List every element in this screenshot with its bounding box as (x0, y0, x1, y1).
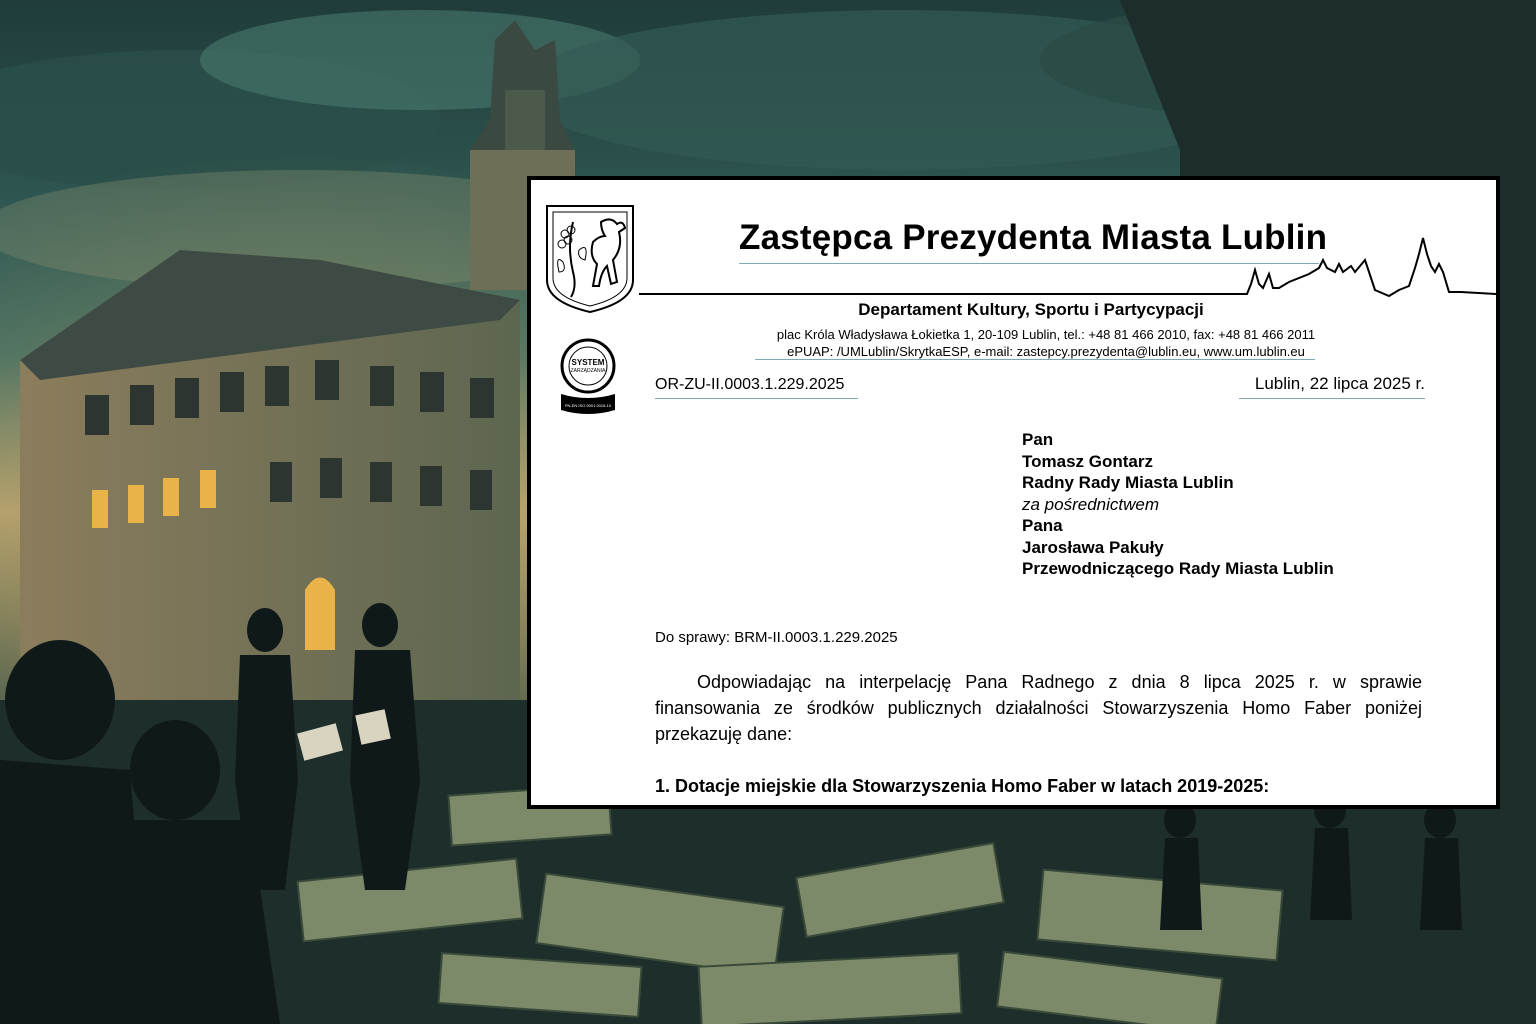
department-name: Departament Kultury, Sportu i Partycypacji (858, 300, 1204, 319)
certification-seal-icon (557, 338, 619, 416)
addressee-block (1022, 429, 1334, 580)
address-line: plac Króla Władysława Łokietka 1, 20-109 Lublin, tel.: +48 81 466 2010, fax: +48 81 466 2011 (776, 327, 1316, 342)
contact-line: ePUAP: /UMLublin/SkrytkaESP, e-mail: zastepcy.prezydenta@lublin.eu, www.um.lublin.eu (787, 344, 1305, 359)
reference-number: OR-ZU-II.0003.1.229.2025 (655, 376, 845, 393)
addressee-line: Pana (1022, 516, 1063, 535)
official-letter (527, 176, 1500, 809)
address-underline (755, 359, 1315, 360)
letter-title: Zastępca Prezydenta Miasta Lublin (739, 218, 1328, 257)
cert-line-3: PN-EN ISO 9001:2015-10 (564, 403, 612, 408)
section-heading: 1. Dotacje miejskie dla Stowarzyszenia Homo Faber w latach 2019-2025: (655, 776, 1270, 796)
addressee-line: Przewodniczącego Rady Miasta Lublin (1022, 559, 1334, 578)
date-underline (1239, 398, 1425, 399)
body-paragraph: Odpowiadając na interpelację Pana Radnego z dnia 8 lipca 2025 r. w sprawie finansowania ze środków publicznych działalności Stowarzyszenia Homo Faber poniżej przekazuję dane: (655, 672, 1422, 744)
coat-of-arms-icon (543, 202, 637, 316)
addressee-line: Jarosława Pakuły (1022, 537, 1164, 557)
city-skyline-icon (639, 228, 1496, 302)
addressee-line: Pan (1022, 430, 1054, 449)
case-reference: Do sprawy: BRM-II.0003.1.229.2025 (655, 629, 898, 646)
cert-line-2: ZARZĄDZANIA (570, 368, 606, 374)
addressee-line: za pośrednictwem (1022, 494, 1160, 514)
addressee-line: Tomasz Gontarz (1022, 451, 1153, 471)
letter-date: Lublin, 22 lipca 2025 r. (1254, 374, 1425, 393)
addressee-line: Radny Rady Miasta Lublin (1022, 473, 1234, 492)
reference-underline (655, 398, 858, 399)
address-block (651, 326, 1441, 360)
cert-line-1: SYSTEM (571, 358, 605, 367)
